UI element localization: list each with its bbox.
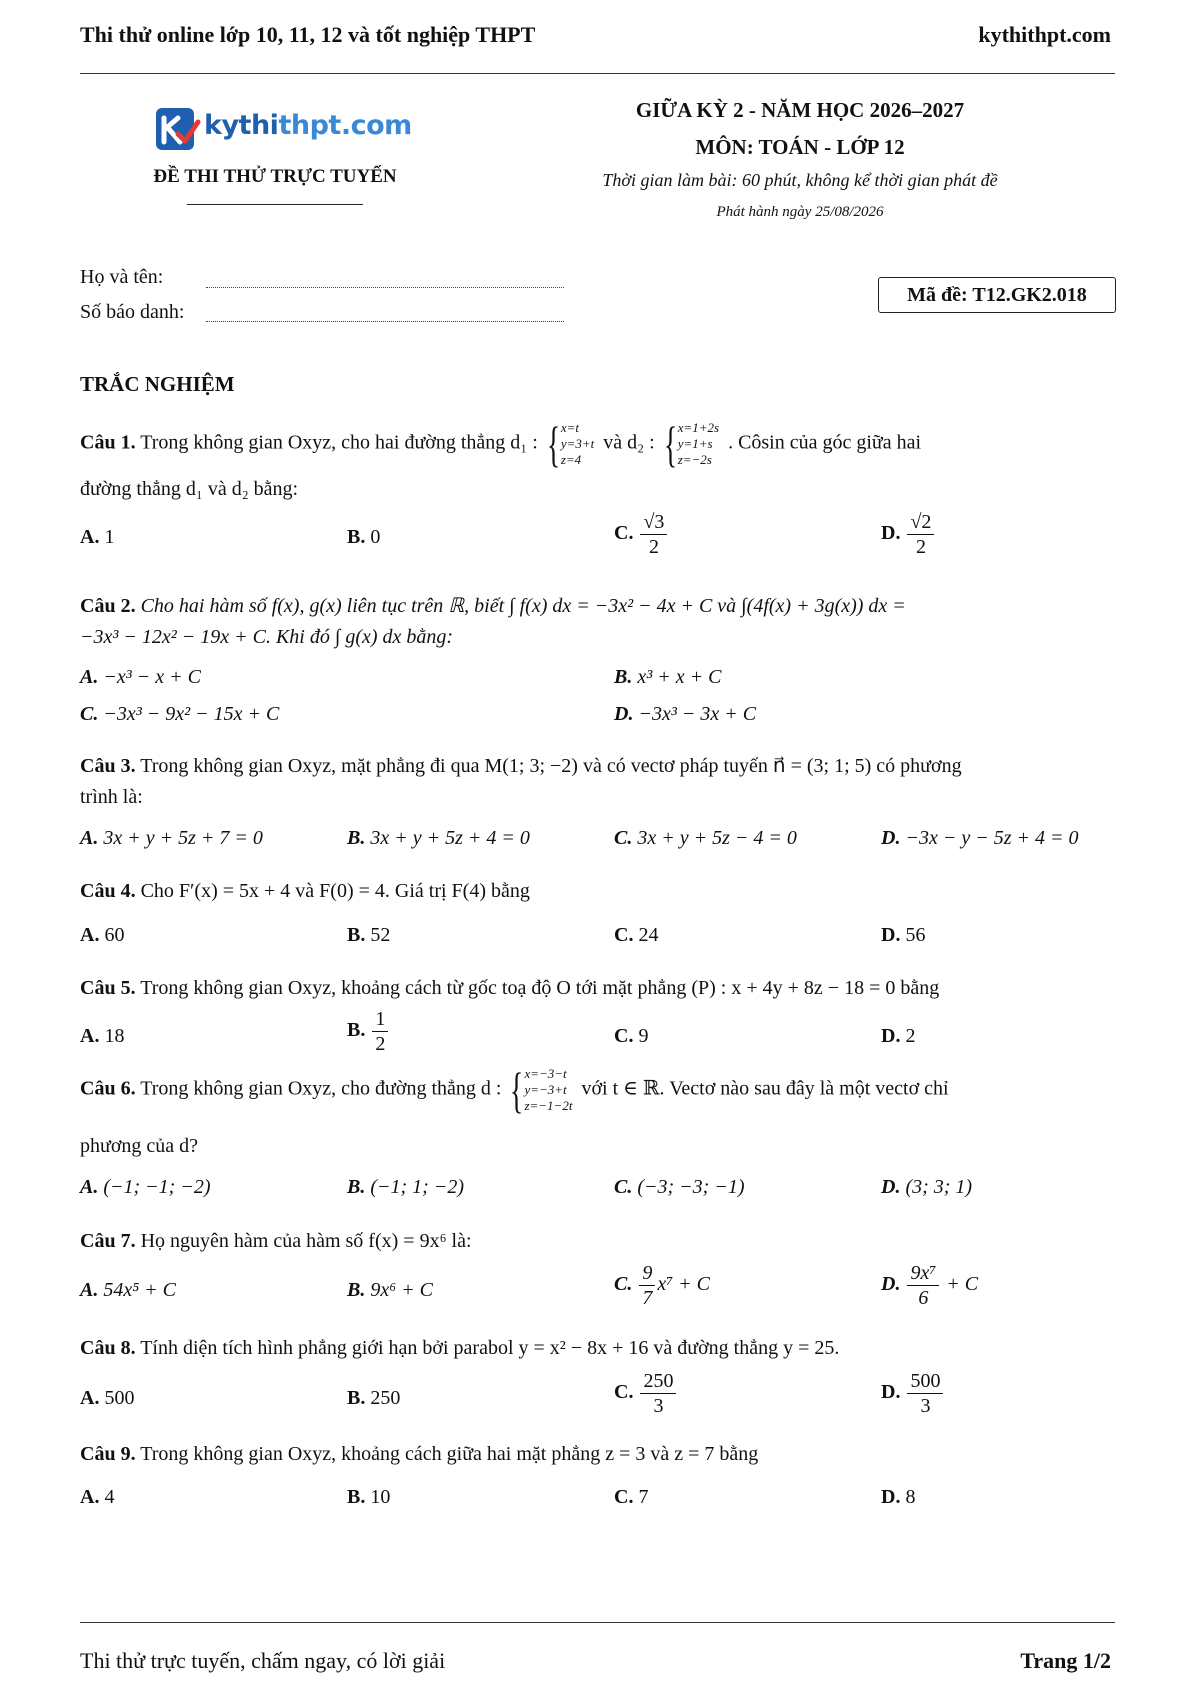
q6-option-c[interactable]: C. (−3; −3; −1) <box>614 1176 745 1198</box>
name-field[interactable] <box>206 286 564 288</box>
q4-option-d[interactable]: D. 56 <box>881 924 926 946</box>
question-9: Câu 9. Trong không gian Oxyz, khoảng cách giữa hai mặt phẳng z = 3 và z = 7 bằng <box>80 1443 759 1465</box>
exam-time: Thời gian làm bài: 60 phút, không kể thời gian phát đề <box>602 170 998 190</box>
q9-option-c[interactable]: C. 7 <box>614 1486 649 1508</box>
logo-wordmark: kythithpt.com <box>204 110 412 141</box>
exam-issued-date: Phát hành ngày 25/08/2026 <box>716 204 884 220</box>
question-label: Câu 1. <box>80 431 136 454</box>
line-system-d: { x=−3−t y=−3+t z=−1−2t <box>510 1062 573 1118</box>
question-1-cont: đường thẳng d₁ và d₂ bằng: <box>80 478 299 500</box>
header-left-text: Thi thử online lớp 10, 11, 12 và tốt nghiệp THPT <box>80 22 536 47</box>
q3-option-a[interactable]: A. 3x + y + 5z + 7 = 0 <box>80 827 263 849</box>
page-number: Trang 1/2 <box>1020 1648 1111 1673</box>
q6-option-b[interactable]: B. (−1; 1; −2) <box>347 1176 464 1198</box>
q8-option-b[interactable]: B. 250 <box>347 1387 401 1409</box>
q7-option-a[interactable]: A. 54x⁵ + C <box>80 1279 177 1301</box>
question-3-cont: trình là: <box>80 786 143 808</box>
q1-option-c[interactable]: C. $\frac{√3}{2}$ <box>614 510 669 559</box>
question-text: Trong không gian Oxyz, cho hai đường thẳng d₁ : <box>140 431 538 454</box>
q2-option-a[interactable]: A. −x³ − x + C <box>80 666 201 688</box>
exam-code-box: Mã đề: T12.GK2.018 <box>878 277 1116 313</box>
footer-left-text: Thi thử trực tuyến, chấm ngay, có lời giải <box>80 1648 446 1673</box>
student-id-field[interactable] <box>206 320 564 322</box>
line-system-d1: { x=t y=3+t z=4 <box>546 416 595 472</box>
question-2: Câu 2. Cho hai hàm số f(x), g(x) liên tục trên ℝ, biết ∫ f(x) dx = −3x² − 4x + C và ∫(4f(x) + 3g(x)) dx = <box>80 595 906 617</box>
q7-option-d[interactable]: D. $\frac{\text{9x⁷}}{6}$ + C <box>881 1262 979 1309</box>
q8-option-c[interactable]: C. $\frac{250}{3}$ <box>614 1369 678 1418</box>
q3-option-b[interactable]: B. 3x + y + 5z + 4 = 0 <box>347 827 530 849</box>
q4-option-b[interactable]: B. 52 <box>347 924 391 946</box>
q9-option-a[interactable]: A. 4 <box>80 1486 115 1508</box>
q5-option-d[interactable]: D. 2 <box>881 1025 916 1047</box>
q2-option-d[interactable]: D. −3x³ − 3x + C <box>614 703 757 725</box>
student-id-label: Số báo danh: <box>80 301 185 323</box>
question-3: Câu 3. Trong không gian Oxyz, mặt phẳng đi qua M(1; 3; −2) và có vectơ pháp tuyến n⃗ = (3; 1; 5) có phương <box>80 755 962 777</box>
q2-option-b[interactable]: B. x³ + x + C <box>614 666 722 688</box>
line-system-d2: { x=1+2s y=1+s z=−2s <box>663 416 720 472</box>
site-logo[interactable] <box>150 102 410 154</box>
question-2-cont: −3x³ − 12x² − 19x + C. Khi đó ∫ g(x) dx bằng: <box>80 626 454 648</box>
q7-option-c[interactable]: C. $\frac{9}{7}$ x⁷ + C <box>614 1262 711 1309</box>
q6-option-d[interactable]: D. (3; 3; 1) <box>881 1176 973 1198</box>
q5-option-c[interactable]: C. 9 <box>614 1025 649 1047</box>
q8-option-d[interactable]: D. $\frac{500}{3}$ <box>881 1369 945 1418</box>
question-1: Câu 1. Trong không gian Oxyz, cho hai đường thẳng d₁ : { x=t y=3+t z=4 và d₂ : { x=1+2s y=1+s z=−2s . Côsin của góc giữa hai <box>80 416 922 472</box>
q5-option-a[interactable]: A. 18 <box>80 1025 125 1047</box>
footer-divider <box>80 1622 1115 1623</box>
question-4: Câu 4. Cho F′(x) = 5x + 4 và F(0) = 4. Giá trị F(4) bằng <box>80 880 530 902</box>
q8-option-a[interactable]: A. 500 <box>80 1387 135 1409</box>
q4-option-c[interactable]: C. 24 <box>614 924 659 946</box>
q9-option-d[interactable]: D. 8 <box>881 1486 916 1508</box>
logo-icon <box>152 104 202 154</box>
header-divider <box>80 73 1115 74</box>
q9-option-b[interactable]: B. 10 <box>347 1486 391 1508</box>
question-7: Câu 7. Họ nguyên hàm của hàm số f(x) = 9x⁶ là: <box>80 1230 472 1252</box>
question-6-cont: phương của d? <box>80 1135 199 1157</box>
question-8: Câu 8. Tính diện tích hình phẳng giới hạn bởi parabol y = x² − 8x + 16 và đường thẳng y = 25. <box>80 1337 840 1359</box>
question-5: Câu 5. Trong không gian Oxyz, khoảng cách từ gốc toạ độ O tới mặt phẳng (P) : x + 4y + 8z − 18 = 0 bằng <box>80 977 940 999</box>
exam-title: GIỮA KỲ 2 - NĂM HỌC 2026–2027 <box>635 98 965 122</box>
q3-option-d[interactable]: D. −3x − y − 5z + 4 = 0 <box>881 827 1079 849</box>
exam-subject: MÔN: TOÁN - LỚP 12 <box>695 135 905 159</box>
q1-option-b[interactable]: B. 0 <box>347 526 381 548</box>
q4-option-a[interactable]: A. 60 <box>80 924 125 946</box>
q1-option-d[interactable]: D. $\frac{√2}{2}$ <box>881 510 936 559</box>
header-site-link[interactable]: kythithpt.com <box>978 22 1111 47</box>
section-title: TRẮC NGHIỆM <box>80 372 235 396</box>
subtitle-underline <box>187 204 363 205</box>
subtitle: ĐỀ THI THỬ TRỰC TUYẾN <box>153 166 397 187</box>
q7-option-b[interactable]: B. 9x⁶ + C <box>347 1279 434 1301</box>
question-6: Câu 6. Trong không gian Oxyz, cho đường thẳng d : { x=−3−t y=−3+t z=−1−2t với t ∈ ℝ. Vectơ nào sau đây là một vectơ chỉ <box>80 1062 949 1118</box>
name-label: Họ và tên: <box>80 266 164 288</box>
q3-option-c[interactable]: C. 3x + y + 5z − 4 = 0 <box>614 827 797 849</box>
q2-option-c[interactable]: C. −3x³ − 9x² − 15x + C <box>80 703 280 725</box>
q5-option-b[interactable]: B. $\frac{1}{2}$ <box>347 1007 390 1056</box>
q6-option-a[interactable]: A. (−1; −1; −2) <box>80 1176 211 1198</box>
q1-option-a[interactable]: A. 1 <box>80 526 115 548</box>
